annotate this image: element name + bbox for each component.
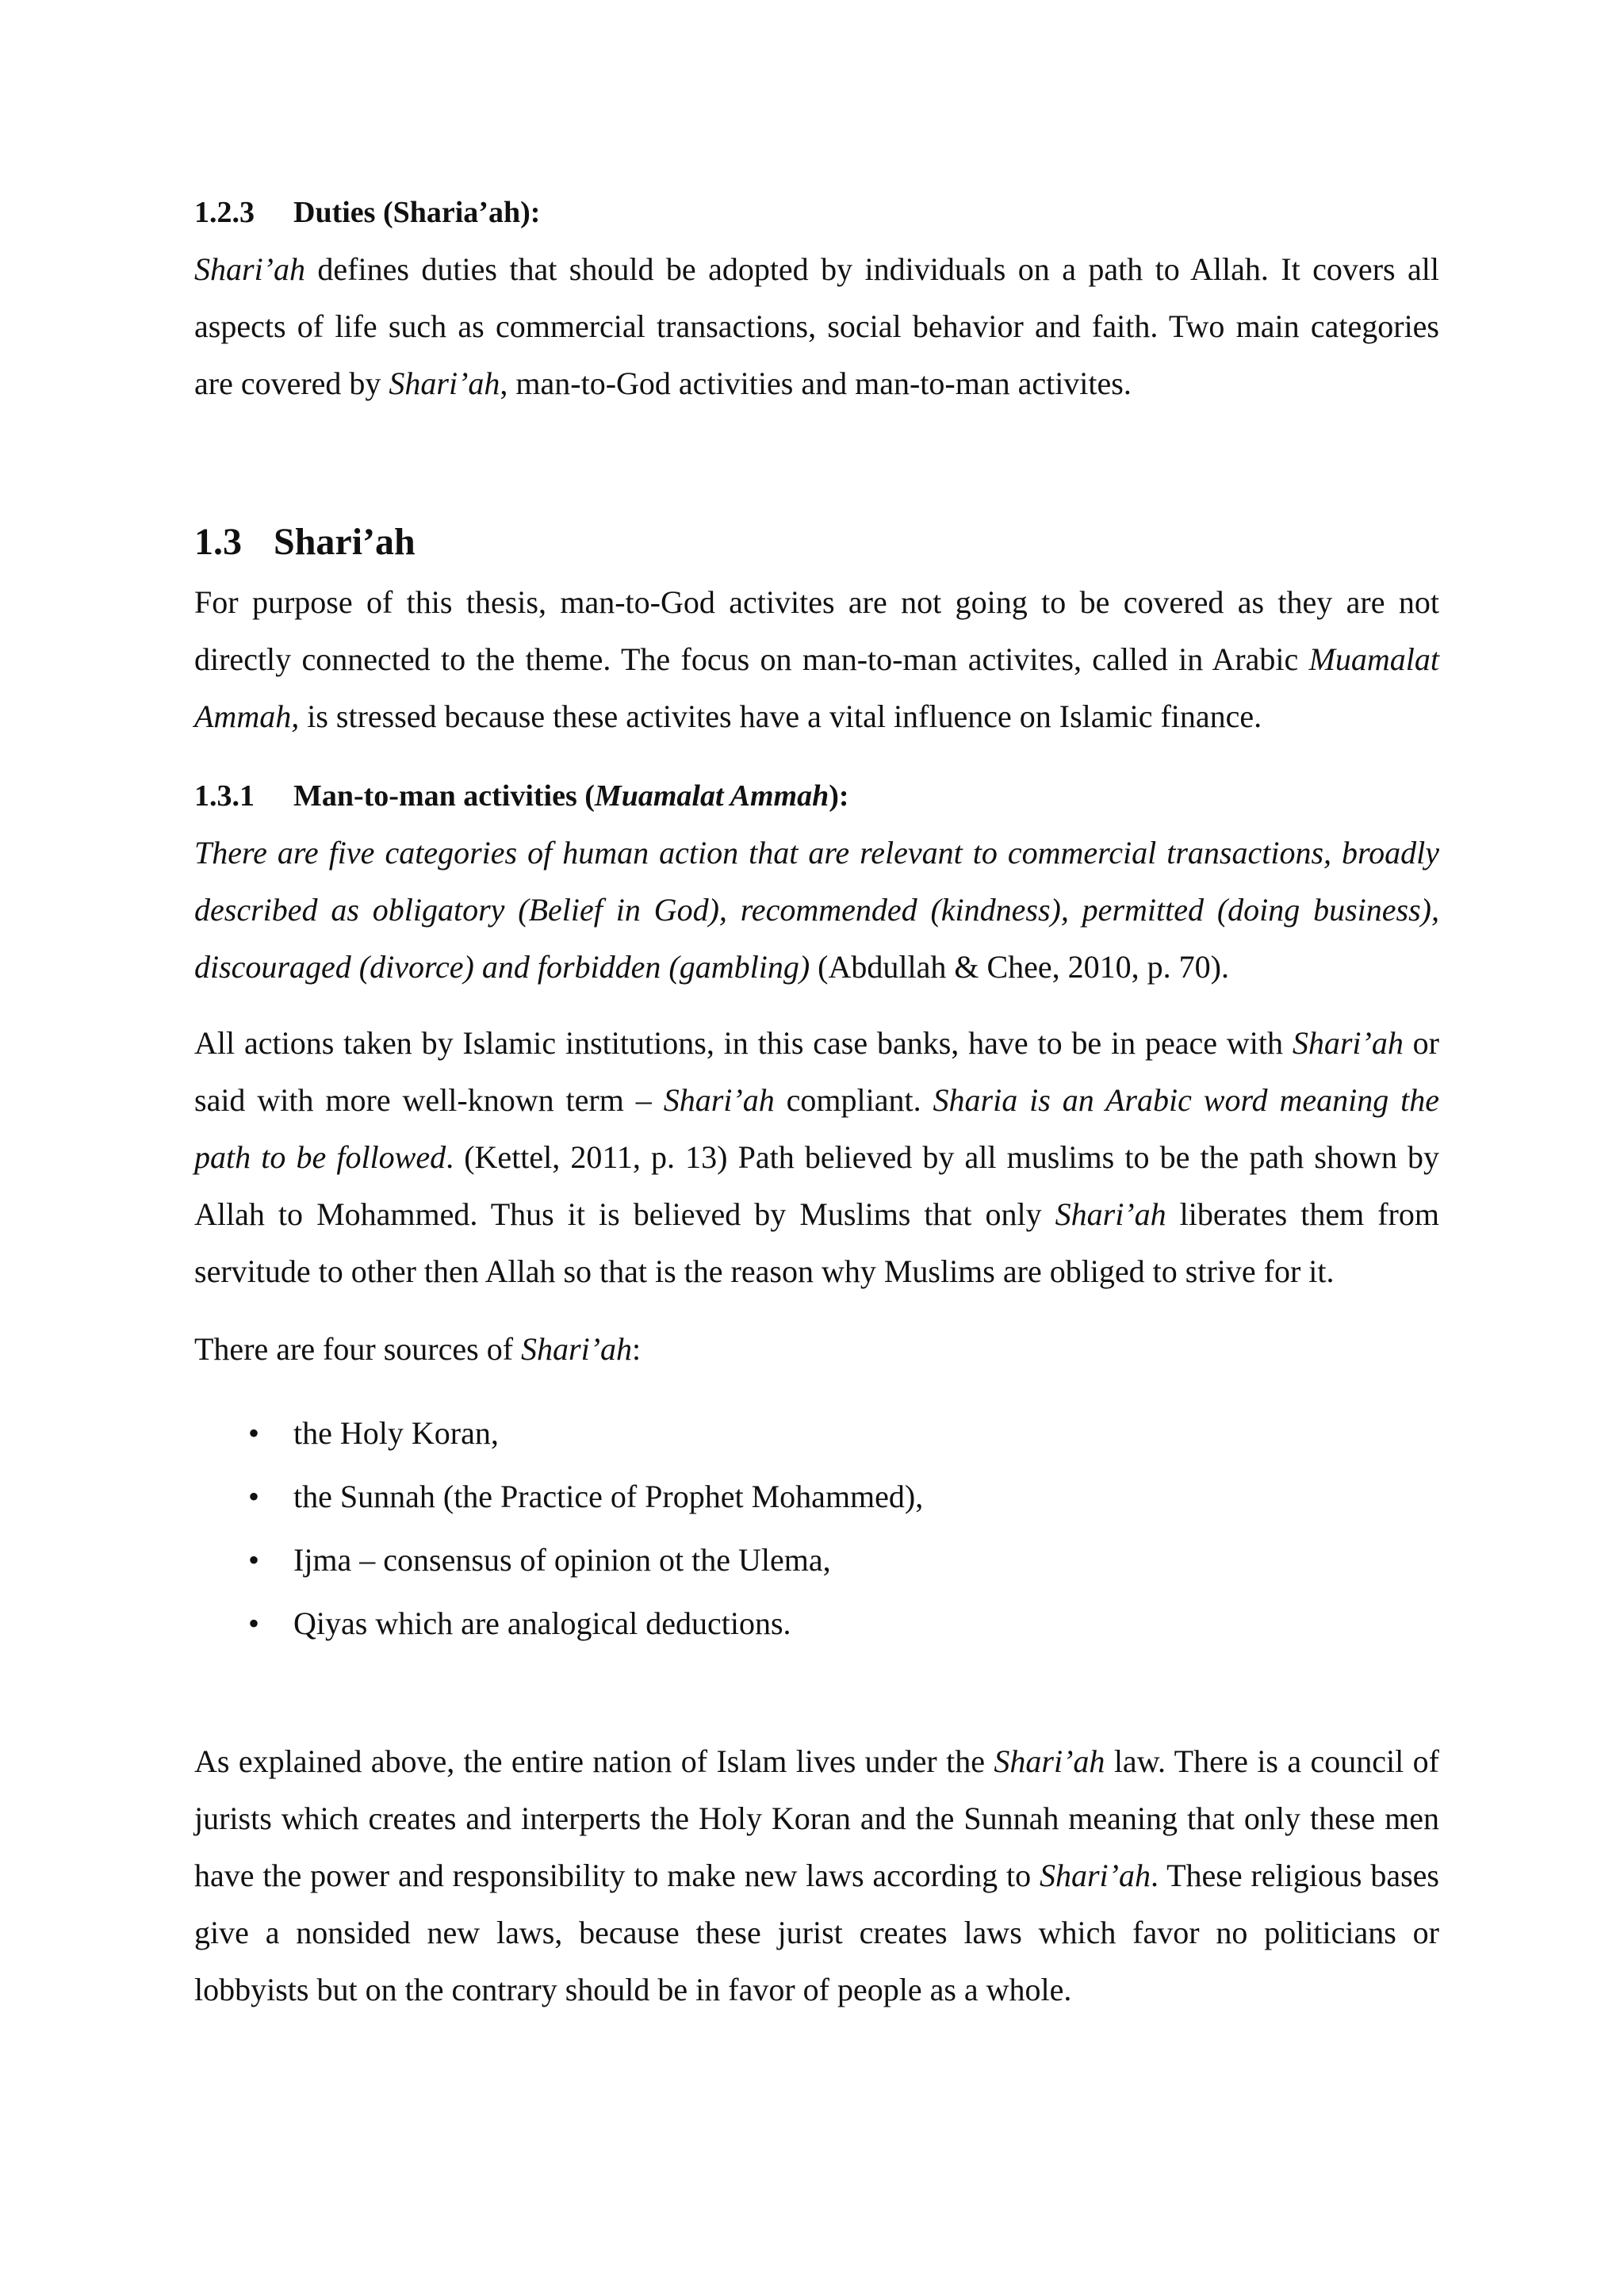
quote-sharia-meaning: Sharia is an Arabic word meaning the path to be followed	[194, 1082, 1440, 1175]
text-run: . (Kettel, 2011, p. 13) Path believed by all muslims to be the path shown by Allah to Mohammed. Thus it is believed by Muslims that only	[194, 1139, 1439, 1232]
section-1-3-1	[194, 767, 1439, 996]
text-run: defines duties that should be adopted by individuals on a path to Allah. It covers all aspects of life such as commercial transactions, social behavior and faith. Two main categories are covered by	[194, 251, 1439, 401]
term-shariah: Shari’ah	[1039, 1858, 1151, 1893]
paragraph-four-sources	[194, 1321, 1439, 1378]
term-muamalat-ammah: Muamalat Ammah,	[194, 641, 1439, 734]
paragraph-five-categories	[194, 825, 1439, 996]
paragraph-actions-block	[194, 1015, 1439, 1300]
paragraph-four-sources-block	[194, 1321, 1439, 1378]
text-run: For purpose of this thesis, man-to-God activites are not going to be covered as they are not directly connected to the theme. The focus on man-to-man activites, called in Arabic	[194, 584, 1439, 677]
heading-1-2-3-title: Duties (Sharia’ah):	[293, 196, 541, 229]
term-shariah: Shari’ah	[994, 1743, 1105, 1779]
bullet-icon: •	[248, 1479, 260, 1514]
list-item	[194, 1529, 1439, 1592]
text-run: is stressed because these activites have a vital influence on Islamic finance.	[299, 698, 1262, 734]
heading-1-3-1-title-suffix: ):	[829, 779, 849, 813]
text-run: . These religious bases give a nonsided new laws, because these jurist creates laws which favor no politicians or lobbyists but on the contrary should be in favor of people as a whole.	[194, 1858, 1439, 2007]
sources-list-block	[194, 1402, 1439, 1655]
list-item	[194, 1402, 1439, 1465]
text-run: As explained above, the entire nation of Islam lives under the	[194, 1743, 994, 1779]
heading-1-3-1-number: 1.3.1	[194, 779, 255, 813]
sources-list	[194, 1402, 1439, 1655]
list-item	[194, 1592, 1439, 1655]
text-run: , man-to-God activities and man-to-man activites.	[500, 365, 1132, 401]
heading-1-3-1	[194, 767, 1439, 825]
bullet-icon: •	[248, 1415, 260, 1451]
list-item-text: the Holy Koran,	[293, 1415, 499, 1451]
text-run: law. There is a council of jurists which creates and interperts the Holy Koran and the Sunnah meaning that only these men have the power and responsibility to make new laws according to	[194, 1743, 1439, 1893]
text-run: All actions taken by Islamic institutions, in this case banks, have to be in peace with	[194, 1025, 1293, 1061]
paragraph-purpose	[194, 574, 1439, 745]
list-item-text: Ijma – consensus of opinion ot the Ulema,	[293, 1542, 831, 1578]
paragraph-council-block	[194, 1733, 1439, 2019]
section-1-2-3	[194, 184, 1439, 412]
paragraph-actions	[194, 1015, 1439, 1300]
term-shariah: Shari’ah	[663, 1082, 775, 1118]
paragraph-council	[194, 1733, 1439, 2019]
term-shariah: Shari’ah	[1055, 1196, 1166, 1232]
quote-five-categories: There are five categories of human action that are relevant to commercial transactions, broadly described as obligatory (Belief in God), recommended (kindness), permitted (doing business), discouraged (divorce) and forbidden (gambling)	[194, 835, 1439, 985]
term-shariah: Shari’ah	[389, 365, 500, 401]
text-run: :	[632, 1331, 642, 1367]
bullet-icon: •	[248, 1605, 260, 1641]
section-1-3	[194, 511, 1439, 745]
list-item-text: the Sunnah (the Practice of Prophet Mohammed),	[293, 1479, 924, 1514]
citation: (Abdullah & Chee, 2010, p. 70).	[810, 949, 1229, 985]
text-run: There are four sources of	[194, 1331, 522, 1367]
heading-1-3-number: 1.3	[194, 521, 242, 563]
heading-1-3	[194, 511, 1439, 574]
heading-1-3-1-title: Man-to-man activities (	[293, 779, 595, 813]
heading-1-3-1-title-italic: Muamalat Ammah	[594, 779, 829, 813]
term-shariah: Shari’ah	[194, 251, 305, 287]
text-run: compliant.	[774, 1082, 933, 1118]
paragraph-duties	[194, 241, 1439, 412]
text-run: or said with more well-known term –	[194, 1025, 1439, 1118]
text-run: liberates them from servitude to other then Allah so that is the reason why Muslims are obliged to strive for it.	[194, 1196, 1439, 1289]
heading-1-2-3	[194, 184, 1439, 241]
heading-1-2-3-number: 1.2.3	[194, 196, 255, 229]
bullet-icon: •	[248, 1542, 260, 1578]
list-item-text: Qiyas which are analogical deductions.	[293, 1605, 791, 1641]
list-item	[194, 1465, 1439, 1529]
term-shariah: Shari’ah	[521, 1331, 633, 1367]
heading-1-3-title: Shari’ah	[274, 521, 416, 563]
term-shariah: Shari’ah	[1292, 1025, 1404, 1061]
